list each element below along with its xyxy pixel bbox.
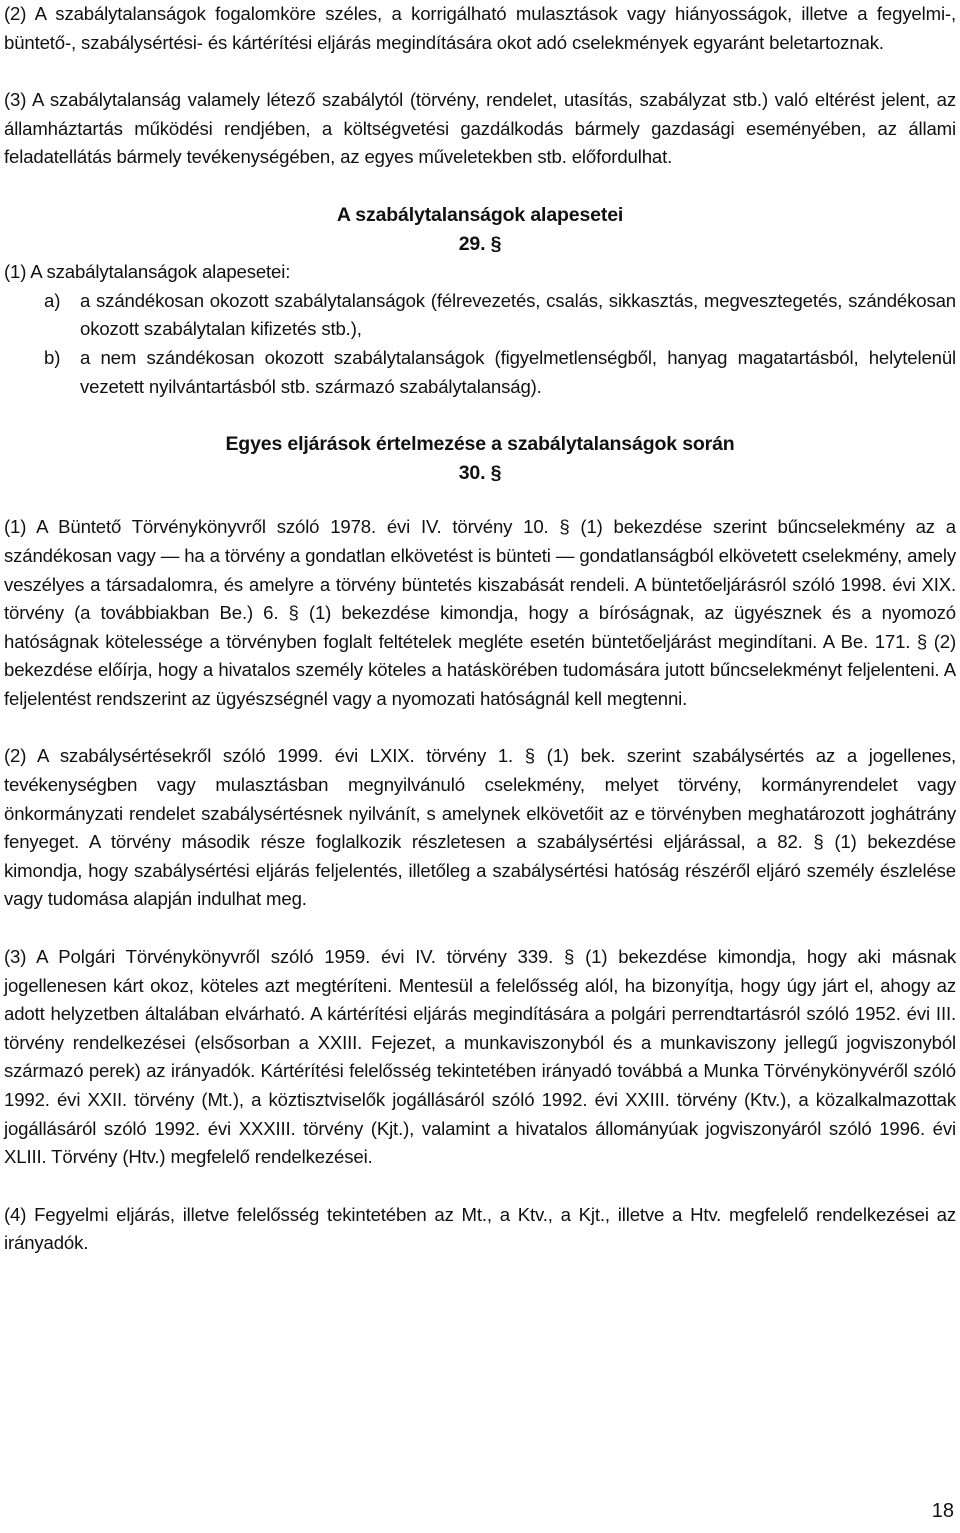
list-item-text: a szándékosan okozott szabálytalanságok (félrevezetés, csalás, sikkasztás, megvesztegetés, szándékosan okozott szabálytalan kifizetés stb.), [80, 289, 956, 340]
section-30-title: Egyes eljárások értelmezése a szabálytalanságok során [225, 433, 735, 456]
list-item [4, 287, 956, 344]
document-page [4, 0, 956, 1258]
section-29-number: 29. § [458, 232, 502, 255]
section-29-list [4, 287, 956, 401]
list-marker: b) [44, 346, 61, 368]
section-30-paragraph-1: (1) A Büntető Törvénykönyvről szóló 1978. évi IV. törvény 10. § (1) bekezdése szerint bűncselekmény az a szándékosan vagy ― ha a törvény a gondatlan elkövetést is bünteti ― gondatlanságból elkövetett cselekmény, amely veszélyes a társadalomra, és amelyre a törvény büntetés kiszabását rendeli. A büntetőeljárásról szóló 1998. évi XIX. törvény (a továbbiakban Be.) 6. § (1) bekezdése kimondja, hogy a bíróságnak, az ügyésznek és a nyomozó hatóságnak kötelessége a törvényben foglalt feltételek megléte esetén büntetőeljárást megindítani. A Be. 171. § (2) bekezdése előírja, hogy a hivatalos személy köteles a hatáskörében tudomására jutott bűncselekményt feljelenteni. A feljelentést rendszerint az ügyészségnél vagy a nyomozati hatóságnál kell megtenni. [4, 516, 956, 709]
section-30-paragraph-4: (4) Fegyelmi eljárás, illetve felelősség tekintetében az Mt., a Ktv., a Kjt., illetve a Htv. megfelelő rendelkezései az irányadók. [4, 1203, 956, 1254]
section-30-paragraph-3: (3) A Polgári Törvénykönyvről szóló 1959. évi IV. törvény 339. § (1) bekezdése kimondja, hogy aki másnak jogellenesen kárt okoz, köteles azt megtéríteni. Mentesül a felelősség alól, ha bizonyítja, hogy úgy járt el, ahogy az adott helyzetben általában elvárható. A kártérítési eljárás megindítására a polgári perrendtartásról szóló 1952. évi III. törvény rendelkezései (elsősorban a XXIII. Fejezet, a munkaviszonyból és a munkaviszony jellegű jogviszonyból származó perek) az irányadók. Kártérítési felelősség tekintetében irányadó továbbá a Munka Törvénykönyvéről szóló 1992. évi XXII. törvény (Mt.), a köztisztviselők jogállásáról szóló 1992. évi XXIII. törvény (Ktv.), a közalkalmazottak jogállásáról szóló 1992. évi XXXIII. törvény (Kjt.), valamint a hivatalos állományúak jogviszonyáról szóló 1996. évi XLIII. Törvény (Htv.) megfelelő rendelkezései. [4, 946, 956, 1168]
list-marker: a) [44, 289, 61, 311]
section-30-paragraph-2: (2) A szabálysértésekről szóló 1999. évi LXIX. törvény 1. § (1) bek. szerint szabálysértés az a jogellenes, tevékenységben vagy mulasztásban megnyilvánuló cselekmény, melyet törvény, kormányrendelet vagy önkormányzati rendelet szabálysértésnek nyilvánít, s amelynek elkövetőit az e törvényben meghatározott joghátrány fenyeget. A törvény második része foglalkozik részletesen a szabálysértési eljárással, a 82. § (1) bekezdése kimondja, hogy szabálysértési eljárás feljelentés, illetőleg a szabálysértési hatóság részéről eljáró személy észlelése vagy tudomása alapján indulhat meg. [4, 745, 956, 910]
section-29-intro: (1) A szabálytalanságok alapesetei: [4, 261, 291, 283]
section-29-title: A szabálytalanságok alapesetei [336, 203, 624, 226]
paragraph-2: (2) A szabálytalanságok fogalomköre széles, a korrigálható mulasztások vagy hiányosságok, illetve a fegyelmi-, büntető-, szabálysértési- és kártérítési eljárás megindítására okot adó cselekmények egyaránt beletartoznak. [4, 3, 956, 53]
page-number: 18 [931, 1500, 954, 1522]
list-item [4, 344, 956, 401]
paragraph-3: (3) A szabálytalanság valamely létező szabálytól (törvény, rendelet, utasítás, szabályzat stb.) való eltérést jelent, az államháztartás működési rendjében, a költségvetési gazdálkodás bármely gazdasági eseményében, az állami feladatellátás bármely tevékenységében, az egyes műveletekben stb. előfordulhat. [4, 89, 956, 168]
list-item-text: a nem szándékosan okozott szabálytalanságok (figyelmetlenségből, hanyag magatartásból, helytelenül vezetett nyilvántartásból stb. származó szabálytalanság). [80, 346, 956, 397]
section-30-number: 30. § [458, 461, 502, 484]
